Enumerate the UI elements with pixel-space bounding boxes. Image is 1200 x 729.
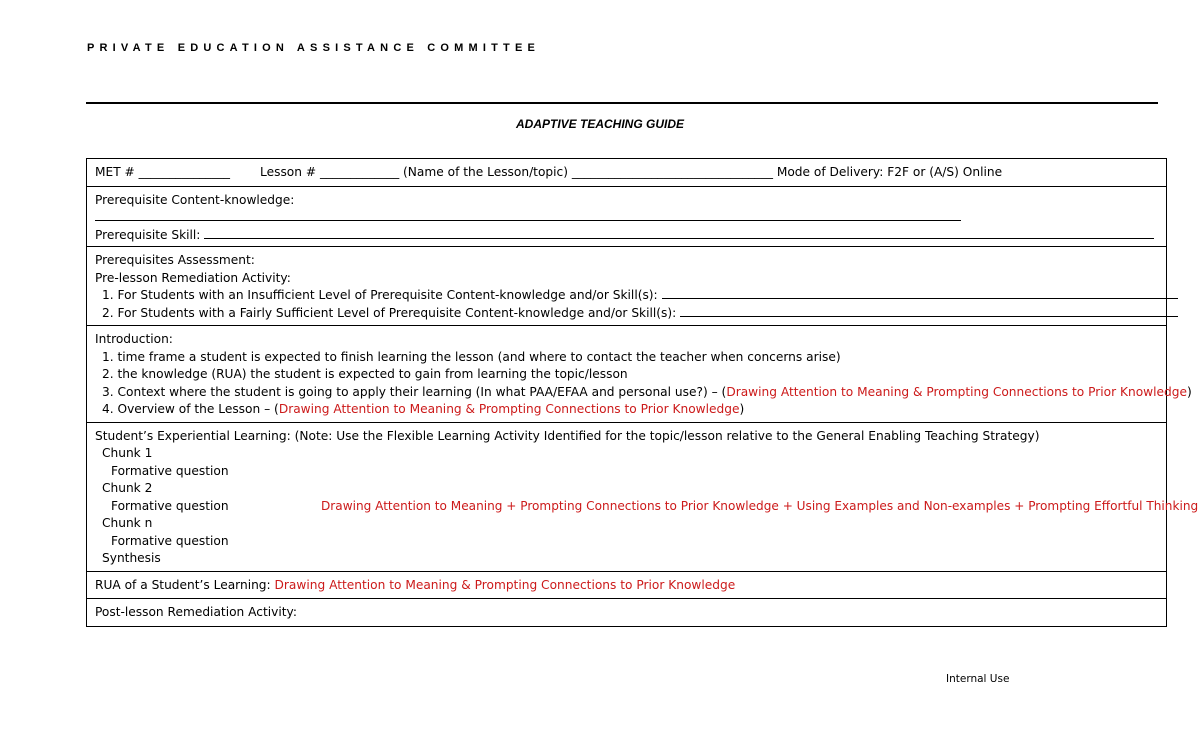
introduction-section: [87, 325, 1192, 422]
formative-question-2-row: [95, 498, 1199, 516]
teaching-strategy-note: Drawing Attention to Meaning + Prompting Connections to Prior Knowledge + Using Examples and Non-examples + Prompting Effortful Thinking: [321, 498, 1199, 513]
prerequisite-content-label: Prerequisite Content-knowledge:: [95, 192, 295, 207]
post-lesson-remediation-label: Post-lesson Remediation Activity:: [95, 605, 297, 619]
prerequisite-section: [87, 186, 1166, 247]
introduction-item-4-close: ): [739, 402, 745, 416]
introduction-item-4: [95, 401, 1158, 419]
teaching-guide-form: [86, 158, 1199, 627]
post-lesson-section: [87, 598, 1166, 626]
met-field[interactable]: MET # _______________: [95, 165, 231, 179]
formative-question-3: Formative question: [111, 533, 229, 548]
introduction-item-3-text: 3. Context where the student is going to apply their learning (In what PAA/EFAA and personal use?) – (: [102, 384, 727, 399]
header-divider: [86, 102, 1158, 104]
rua-label: RUA of a Student’s Learning:: [95, 577, 275, 592]
synthesis: Synthesis: [102, 551, 161, 565]
introduction-item-1: 1. time frame a student is expected to finish learning the lesson (and where to contact the teacher when concerns arise): [102, 349, 841, 364]
prerequisites-assessment-section: [87, 246, 1166, 325]
rua-section: [87, 571, 1166, 599]
prerequisite-skill-label: Prerequisite Skill:: [95, 227, 201, 242]
assessment-title: Prerequisites Assessment:: [95, 253, 255, 267]
insufficient-level-item: 1. For Students with an Insufficient Level of Prerequisite Content-knowledge and/or Skill(s):: [102, 288, 658, 302]
introduction-item-4-text: 4. Overview of the Lesson – (: [102, 402, 279, 416]
insufficient-level-blank[interactable]: [662, 287, 1178, 299]
introduction-item-4-strategy: Drawing Attention to Meaning & Prompting Connections to Prior Knowledge: [278, 402, 740, 416]
introduction-item-3-strategy: Drawing Attention to Meaning & Prompting Connections to Prior Knowledge: [726, 384, 1188, 399]
chunk-1: Chunk 1: [102, 446, 153, 460]
introduction-item-3: [95, 384, 1192, 402]
introduction-item-2: 2. the knowledge (RUA) the student is expected to gain from learning the topic/lesson: [102, 367, 628, 381]
document-title: ADAPTIVE TEACHING GUIDE: [515, 117, 684, 131]
pre-lesson-remediation-title: Pre-lesson Remediation Activity:: [95, 270, 291, 285]
prerequisite-content-blank[interactable]: [95, 209, 961, 221]
formative-question-1: Formative question: [111, 463, 229, 478]
lesson-info-row: [87, 159, 1166, 186]
introduction-item-3-close: ): [1187, 384, 1192, 399]
lesson-info-field[interactable]: Lesson # _____________ (Name of the Lesson/topic) _________________________________ Mode of Delivery: F2F or (A/S) Online: [260, 165, 1003, 179]
organization-name: PRIVATE EDUCATION ASSISTANCE COMMITTEE: [87, 42, 541, 54]
chunk-2: Chunk 2: [102, 481, 153, 495]
fairly-sufficient-level-blank[interactable]: [680, 305, 1178, 317]
internal-use-label: Internal Use: [946, 673, 1010, 685]
experiential-learning-section: [87, 422, 1199, 571]
experiential-learning-title: Student’s Experiential Learning: (Note: Use the Flexible Learning Activity Identified for the topic/lesson relative to the General Enabling Teaching Strategy): [95, 428, 1040, 443]
prerequisite-skill-blank[interactable]: [204, 227, 1154, 239]
introduction-title: Introduction:: [95, 332, 173, 346]
chunk-n: Chunk n: [102, 516, 153, 530]
fairly-sufficient-level-item: 2. For Students with a Fairly Sufficient Level of Prerequisite Content-knowledge and/or Skill(s):: [102, 305, 677, 320]
formative-question-2: Formative question: [111, 498, 229, 513]
rua-strategy: Drawing Attention to Meaning & Prompting Connections to Prior Knowledge: [274, 577, 736, 592]
